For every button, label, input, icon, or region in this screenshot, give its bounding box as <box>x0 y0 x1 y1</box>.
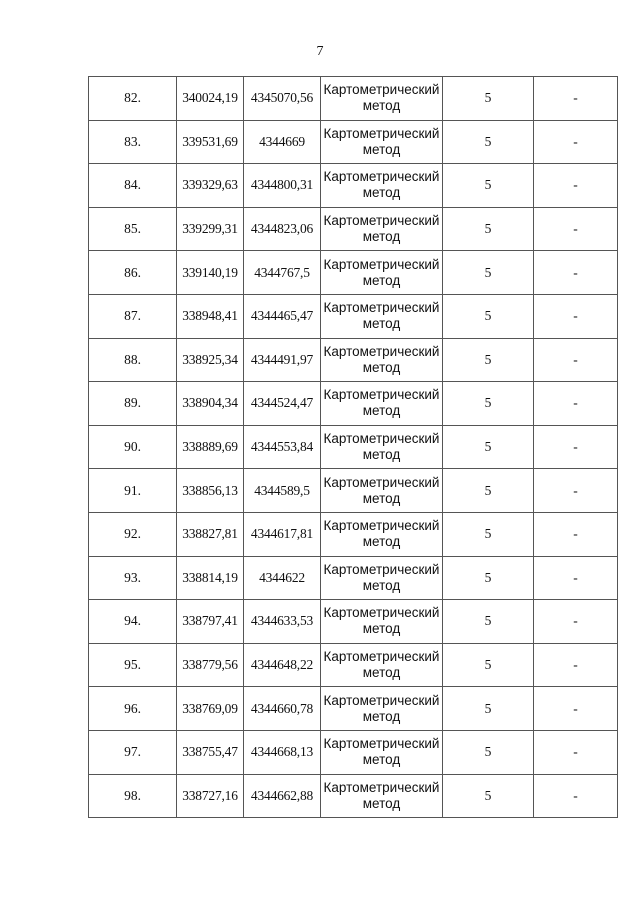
method-cell: Картометрический метод <box>321 294 443 338</box>
table-row <box>89 600 618 644</box>
point-number-cell: 83. <box>89 120 177 164</box>
coordinate-y-cell: 4344668,13 <box>244 730 321 774</box>
note-cell: - <box>534 382 618 426</box>
coordinate-x-cell: 338889,69 <box>177 425 244 469</box>
accuracy-cell: 5 <box>443 251 534 295</box>
table-row <box>89 120 618 164</box>
table-row <box>89 469 618 513</box>
point-number-cell: 86. <box>89 251 177 295</box>
note-cell: - <box>534 164 618 208</box>
accuracy-cell: 5 <box>443 425 534 469</box>
coordinate-x-cell: 338779,56 <box>177 643 244 687</box>
accuracy-cell: 5 <box>443 600 534 644</box>
point-number-cell: 87. <box>89 294 177 338</box>
table-row <box>89 207 618 251</box>
coordinate-x-cell: 338755,47 <box>177 730 244 774</box>
accuracy-cell: 5 <box>443 382 534 426</box>
coordinate-y-cell: 4345070,56 <box>244 77 321 121</box>
table-row <box>89 294 618 338</box>
accuracy-cell: 5 <box>443 687 534 731</box>
method-cell: Картометрический метод <box>321 774 443 818</box>
note-cell: - <box>534 338 618 382</box>
coordinate-y-cell: 4344800,31 <box>244 164 321 208</box>
method-cell: Картометрический метод <box>321 600 443 644</box>
point-number-cell: 97. <box>89 730 177 774</box>
coordinate-x-cell: 338814,19 <box>177 556 244 600</box>
coordinate-y-cell: 4344553,84 <box>244 425 321 469</box>
note-cell: - <box>534 77 618 121</box>
coordinate-y-cell: 4344617,81 <box>244 512 321 556</box>
point-number-cell: 84. <box>89 164 177 208</box>
point-number-cell: 91. <box>89 469 177 513</box>
coordinate-x-cell: 338797,41 <box>177 600 244 644</box>
method-cell: Картометрический метод <box>321 425 443 469</box>
method-cell: Картометрический метод <box>321 164 443 208</box>
coordinate-y-cell: 4344633,53 <box>244 600 321 644</box>
accuracy-cell: 5 <box>443 774 534 818</box>
note-cell: - <box>534 251 618 295</box>
point-number-cell: 92. <box>89 512 177 556</box>
note-cell: - <box>534 643 618 687</box>
table-row <box>89 425 618 469</box>
accuracy-cell: 5 <box>443 643 534 687</box>
accuracy-cell: 5 <box>443 164 534 208</box>
table-row <box>89 512 618 556</box>
coordinate-y-cell: 4344648,22 <box>244 643 321 687</box>
coordinate-x-cell: 338904,34 <box>177 382 244 426</box>
method-cell: Картометрический метод <box>321 207 443 251</box>
coordinate-x-cell: 339329,63 <box>177 164 244 208</box>
method-cell: Картометрический метод <box>321 77 443 121</box>
note-cell: - <box>534 730 618 774</box>
method-cell: Картометрический метод <box>321 251 443 295</box>
point-number-cell: 88. <box>89 338 177 382</box>
coordinate-y-cell: 4344589,5 <box>244 469 321 513</box>
note-cell: - <box>534 512 618 556</box>
page-number: 7 <box>316 44 324 59</box>
table-row <box>89 774 618 818</box>
coordinate-y-cell: 4344491,97 <box>244 338 321 382</box>
coordinate-x-cell: 338727,16 <box>177 774 244 818</box>
coordinate-x-cell: 339299,31 <box>177 207 244 251</box>
accuracy-cell: 5 <box>443 338 534 382</box>
method-cell: Картометрический метод <box>321 338 443 382</box>
coordinate-x-cell: 338925,34 <box>177 338 244 382</box>
table-row <box>89 164 618 208</box>
accuracy-cell: 5 <box>443 207 534 251</box>
note-cell: - <box>534 207 618 251</box>
coordinate-y-cell: 4344622 <box>244 556 321 600</box>
note-cell: - <box>534 425 618 469</box>
point-number-cell: 94. <box>89 600 177 644</box>
method-cell: Картометрический метод <box>321 643 443 687</box>
table-row <box>89 251 618 295</box>
point-number-cell: 89. <box>89 382 177 426</box>
coordinate-y-cell: 4344823,06 <box>244 207 321 251</box>
coordinates-table-body <box>89 77 618 818</box>
note-cell: - <box>534 774 618 818</box>
method-cell: Картометрический метод <box>321 556 443 600</box>
coordinate-x-cell: 339140,19 <box>177 251 244 295</box>
point-number-cell: 85. <box>89 207 177 251</box>
note-cell: - <box>534 294 618 338</box>
method-cell: Картометрический метод <box>321 512 443 556</box>
accuracy-cell: 5 <box>443 120 534 164</box>
method-cell: Картометрический метод <box>321 120 443 164</box>
accuracy-cell: 5 <box>443 556 534 600</box>
coordinate-x-cell: 338769,09 <box>177 687 244 731</box>
accuracy-cell: 5 <box>443 512 534 556</box>
coordinate-y-cell: 4344662,88 <box>244 774 321 818</box>
point-number-cell: 90. <box>89 425 177 469</box>
note-cell: - <box>534 687 618 731</box>
accuracy-cell: 5 <box>443 77 534 121</box>
method-cell: Картометрический метод <box>321 687 443 731</box>
table-row <box>89 77 618 121</box>
method-cell: Картометрический метод <box>321 469 443 513</box>
coordinate-x-cell: 338948,41 <box>177 294 244 338</box>
accuracy-cell: 5 <box>443 469 534 513</box>
coordinate-x-cell: 340024,19 <box>177 77 244 121</box>
note-cell: - <box>534 469 618 513</box>
method-cell: Картометрический метод <box>321 730 443 774</box>
coordinates-table <box>88 76 618 818</box>
coordinate-y-cell: 4344465,47 <box>244 294 321 338</box>
coordinate-y-cell: 4344660,78 <box>244 687 321 731</box>
coordinate-x-cell: 338856,13 <box>177 469 244 513</box>
note-cell: - <box>534 120 618 164</box>
point-number-cell: 95. <box>89 643 177 687</box>
table-row <box>89 643 618 687</box>
point-number-cell: 96. <box>89 687 177 731</box>
table-row <box>89 687 618 731</box>
coordinate-y-cell: 4344524,47 <box>244 382 321 426</box>
note-cell: - <box>534 556 618 600</box>
point-number-cell: 82. <box>89 77 177 121</box>
point-number-cell: 98. <box>89 774 177 818</box>
coordinate-y-cell: 4344669 <box>244 120 321 164</box>
table-row <box>89 556 618 600</box>
method-cell: Картометрический метод <box>321 382 443 426</box>
coordinate-x-cell: 338827,81 <box>177 512 244 556</box>
table-row <box>89 382 618 426</box>
coordinate-y-cell: 4344767,5 <box>244 251 321 295</box>
point-number-cell: 93. <box>89 556 177 600</box>
table-row <box>89 730 618 774</box>
note-cell: - <box>534 600 618 644</box>
accuracy-cell: 5 <box>443 294 534 338</box>
coordinate-x-cell: 339531,69 <box>177 120 244 164</box>
accuracy-cell: 5 <box>443 730 534 774</box>
table-row <box>89 338 618 382</box>
